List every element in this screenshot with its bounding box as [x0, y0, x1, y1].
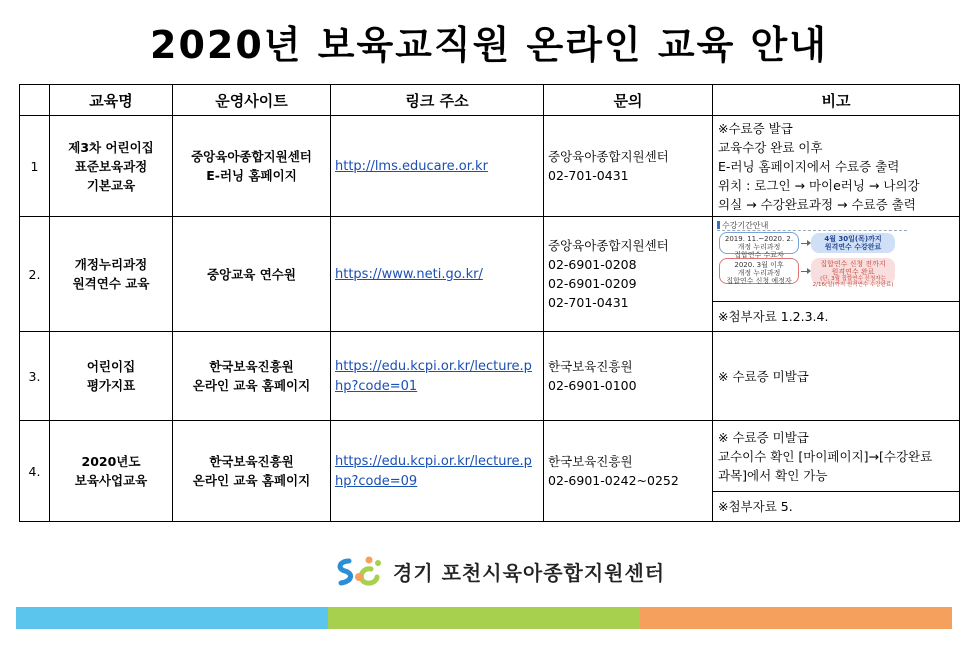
course-link[interactable]: http://lms.educare.or.kr	[335, 159, 488, 174]
schedule-box-trained: 2019. 11.~2020. 2. 개정 누리과정 집합연수 수료자	[719, 232, 799, 254]
contact-cell: 중앙육아종합지원센터 02-701-0431	[544, 116, 713, 217]
table-row	[20, 421, 960, 492]
link-cell	[331, 421, 544, 522]
footer-stripe-orange	[640, 607, 952, 629]
table-row	[20, 217, 960, 302]
table-row	[20, 116, 960, 217]
schedule-image-cell	[713, 217, 960, 302]
footer-logo	[333, 553, 665, 589]
operating-site: 한국보육진흥원 온라인 교육 홈페이지	[173, 332, 331, 421]
schedule-box-deadline: 4월 30일(목)까지 원격연수 수강완료	[811, 233, 895, 253]
course-link[interactable]: https://edu.kcpi.or.kr/lecture.p hp?code=09	[335, 454, 532, 489]
notes-cell: ※수료증 발급 교육수강 완료 이후 E-러닝 홈페이지에서 수료증 출력 위치 : 로그인 → 마이e러닝 → 나의강 의실 → 수강완료과정 → 수료증 출력	[713, 116, 960, 217]
org-logo-icon	[333, 553, 385, 589]
notes-cell: ※ 수료증 미발급	[713, 332, 960, 421]
schedule-box-before-apply: 집합연수 신청 전까지 원격연수 완료 (단, 3월 집합연수 신청자는 2/16(일)까지 원격연수 수강완료)	[812, 260, 894, 288]
course-name: 2020년도 보육사업교육	[50, 421, 173, 522]
col-header-contact: 문의	[544, 85, 713, 116]
operating-site: 한국보육진흥원 온라인 교육 홈페이지	[173, 421, 331, 522]
row-number: 4.	[20, 421, 50, 522]
course-link[interactable]: https://edu.kcpi.or.kr/lecture.p hp?code=01	[335, 359, 532, 394]
col-header-course-name: 교육명	[50, 85, 173, 116]
row-number: 3.	[20, 332, 50, 421]
contact-cell: 중앙육아종합지원센터 02-6901-0208 02-6901-0209 02-701-0431	[544, 217, 713, 332]
footer-stripe-green	[328, 607, 640, 629]
attachment-note: ※첨부자료 5.	[713, 492, 960, 522]
table-row	[20, 332, 960, 421]
schedule-image-header: 수강기간안내	[717, 221, 907, 231]
col-header-site: 운영사이트	[173, 85, 331, 116]
contact-cell: 한국보육진흥원 02-6901-0100	[544, 332, 713, 421]
org-name: 경기 포천시육아종합지원센터	[393, 560, 666, 585]
row-number: 1	[20, 116, 50, 217]
arrow-icon	[801, 271, 810, 272]
course-name: 제3차 어린이집 표준보육과정 기본교육	[50, 116, 173, 217]
footer-stripe-blue	[16, 607, 328, 629]
col-header-notes: 비고	[713, 85, 960, 116]
education-table	[19, 84, 960, 522]
schedule-image	[717, 221, 907, 289]
schedule-box-planned: 2020. 3월 이후 개정 누리과정 집합연수 신청 예정자	[719, 258, 799, 284]
arrow-icon	[801, 243, 810, 244]
link-cell	[331, 332, 544, 421]
course-name: 개정누리과정 원격연수 교육	[50, 217, 173, 332]
table-header-row	[20, 85, 960, 116]
col-header-link: 링크 주소	[331, 85, 544, 116]
course-link[interactable]: https://www.neti.go.kr/	[335, 267, 483, 282]
notes-cell: ※ 수료증 미발급 교수이수 확인 [마이페이지]→[수강완료 과목]에서 확인 가능	[713, 421, 960, 492]
attachment-note: ※첨부자료 1.2.3.4.	[713, 302, 960, 332]
course-name: 어린이집 평가지표	[50, 332, 173, 421]
page-title: 2020년 보육교직원 온라인 교육 안내	[150, 23, 828, 67]
link-cell	[331, 217, 544, 332]
col-header-number	[20, 85, 50, 116]
link-cell	[331, 116, 544, 217]
row-number: 2.	[20, 217, 50, 332]
operating-site: 중앙교육 연수원	[173, 217, 331, 332]
contact-cell: 한국보육진흥원 02-6901-0242~0252	[544, 421, 713, 522]
operating-site: 중앙육아종합지원센터 E-러닝 홈페이지	[173, 116, 331, 217]
